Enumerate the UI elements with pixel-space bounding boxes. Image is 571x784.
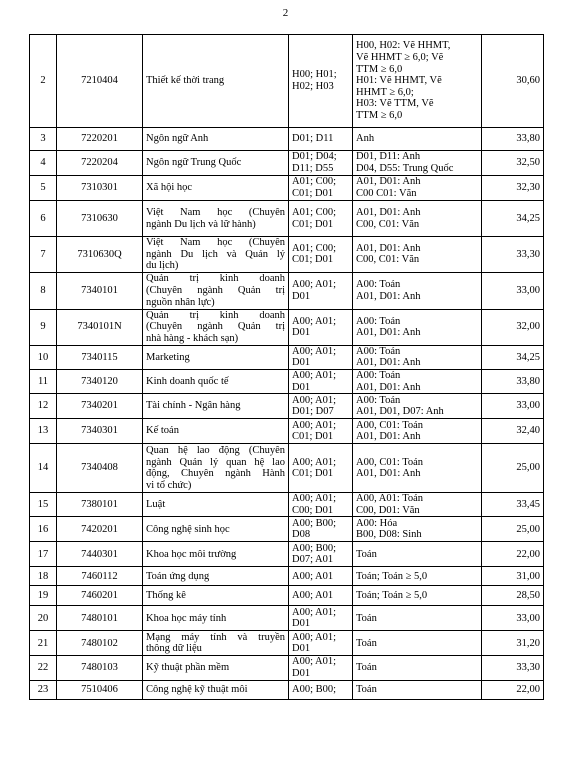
major-name-line: Ngôn ngữ Trung Quốc [146, 157, 242, 169]
row-number-cell: 4 [30, 151, 57, 176]
subject-groups-line: A00; A01; [292, 394, 337, 406]
cutoff-score-cell: 34,25 [482, 345, 544, 369]
major-name-cell [143, 128, 289, 151]
tiebreak-criteria-cell [353, 656, 482, 680]
cutoff-score-cell: 30,60 [482, 35, 544, 128]
cutoff-score-cell: 33,80 [482, 128, 544, 151]
tiebreak-criteria-cell [353, 151, 482, 176]
row-number-cell: 12 [30, 394, 57, 419]
major-code-cell: 7380101 [57, 493, 143, 517]
major-code-cell: 7480102 [57, 631, 143, 656]
major-code-cell: 7310630Q [57, 237, 143, 273]
row-number-cell: 17 [30, 542, 57, 567]
subject-groups-cell [289, 419, 353, 444]
tiebreak-criteria-cell [353, 272, 482, 309]
tiebreak-criteria-cell [353, 419, 482, 444]
row-number-cell: 22 [30, 656, 57, 680]
major-name-line: Marketing [146, 351, 190, 363]
criteria-line: C00, C01: Văn [356, 254, 420, 266]
subject-groups-cell [289, 631, 353, 656]
subject-groups-line: A00; A01 [292, 590, 334, 602]
major-code-cell: 7340115 [57, 345, 143, 369]
row-number-cell: 11 [30, 369, 57, 393]
major-code-cell: 7480101 [57, 606, 143, 631]
cutoff-score-cell: 33,45 [482, 493, 544, 517]
major-name-line: Thống kê [146, 590, 186, 602]
tiebreak-criteria-cell [353, 237, 482, 273]
criteria-line: HHMT ≥ 6,0; [356, 86, 414, 98]
criteria-line: Toán [356, 612, 377, 624]
cutoff-score-cell: 33,00 [482, 272, 544, 309]
major-name-line: Khoa học máy tính [146, 612, 227, 624]
table-row [30, 631, 544, 656]
major-name-line: vi tổ chức) [146, 479, 192, 491]
criteria-line: A01, D01: Anh [356, 327, 421, 339]
tiebreak-criteria-cell [353, 201, 482, 237]
cutoff-score-cell: 33,80 [482, 369, 544, 393]
subject-groups-cell [289, 201, 353, 237]
table-row [30, 272, 544, 309]
subject-groups-line: A00; A01; [292, 279, 337, 291]
table-row [30, 201, 544, 237]
subject-groups-line: A00; A01; [292, 493, 337, 505]
table-row [30, 419, 544, 444]
table-row [30, 309, 544, 345]
tiebreak-criteria-cell [353, 176, 482, 201]
subject-groups-cell [289, 444, 353, 493]
subject-groups-cell [289, 309, 353, 345]
subject-groups-line: D11; D55 [292, 163, 334, 174]
criteria-line: C00, C01: Văn [356, 218, 420, 230]
cutoff-score-cell: 33,30 [482, 656, 544, 680]
criteria-line: Toán; Toán ≥ 5,0 [356, 570, 428, 582]
major-name-cell [143, 394, 289, 419]
major-name-cell [143, 151, 289, 176]
table-row [30, 493, 544, 517]
cutoff-score-cell: 33,30 [482, 237, 544, 273]
major-code-cell: 7220201 [57, 128, 143, 151]
major-name-line: Xã hội học [146, 182, 193, 194]
table-row [30, 680, 544, 699]
major-name-line: Mạng máy tính và truyền [146, 631, 285, 643]
major-name-line: Ngôn ngữ Anh [146, 133, 209, 145]
major-name-line: ngành Quản lý quan hệ lao [146, 456, 285, 468]
subject-groups-cell [289, 394, 353, 419]
subject-groups-cell [289, 35, 353, 128]
tiebreak-criteria-cell [353, 369, 482, 393]
criteria-line: A00, C01: Toán [356, 419, 424, 431]
major-name-line: Việt Nam học (Chuyên [146, 206, 285, 218]
major-name-line: Kỹ thuật phần mềm [146, 662, 230, 674]
criteria-line: A00: Hóa [356, 517, 398, 529]
row-number-cell: 21 [30, 631, 57, 656]
table-row [30, 128, 544, 151]
subject-groups-line: A00; A01; [292, 345, 337, 357]
subject-groups-line: A00; A01; [292, 369, 337, 381]
major-name-cell [143, 656, 289, 680]
subject-groups-cell [289, 493, 353, 517]
subject-groups-line: D01 [292, 643, 311, 655]
cutoff-score-cell: 31,20 [482, 631, 544, 656]
row-number-cell: 9 [30, 309, 57, 345]
subject-groups-line: C01; D01 [292, 431, 334, 443]
major-code-cell: 7440301 [57, 542, 143, 567]
major-name-cell [143, 680, 289, 699]
criteria-line: A01, D01: Anh [356, 431, 421, 443]
criteria-line: A00: Toán [356, 394, 401, 406]
subject-groups-line: D01 [292, 290, 311, 302]
criteria-line: C00 C01: Văn [356, 188, 417, 199]
major-name-line: Công nghệ kỹ thuật môi [146, 683, 248, 695]
major-code-cell: 7210404 [57, 35, 143, 128]
subject-groups-cell [289, 680, 353, 699]
subject-groups-line: D07; A01 [292, 554, 334, 566]
subject-groups-line: A01; C00; [292, 176, 337, 188]
major-name-line: Việt Nam học (Chuyên [146, 237, 285, 248]
major-name-cell [143, 35, 289, 128]
subject-groups-cell [289, 151, 353, 176]
row-number-cell: 5 [30, 176, 57, 201]
major-name-cell [143, 272, 289, 309]
tiebreak-criteria-cell [353, 345, 482, 369]
major-code-cell: 7480103 [57, 656, 143, 680]
major-code-cell: 7460112 [57, 567, 143, 586]
major-name-cell [143, 606, 289, 631]
row-number-cell: 2 [30, 35, 57, 128]
major-name-cell [143, 631, 289, 656]
tiebreak-criteria-cell [353, 631, 482, 656]
subject-groups-line: D01 [292, 357, 311, 369]
major-name-line: Kế toán [146, 425, 179, 437]
subject-groups-line: D01 [292, 667, 311, 679]
major-name-line: Quản trị kinh doanh [146, 273, 285, 285]
major-name-line: Quan hệ lao động (Chuyên [146, 444, 285, 456]
major-name-cell [143, 444, 289, 493]
subject-groups-line: A00; B00; [292, 542, 337, 554]
criteria-line: Toán [356, 637, 377, 649]
major-name-line: Toán ứng dụng [146, 570, 210, 582]
major-name-cell [143, 369, 289, 393]
criteria-line: D04, D55: Trung Quốc [356, 163, 454, 174]
criteria-line: Vẽ HHMT ≥ 6,0; Vẽ [356, 52, 444, 64]
major-name-line: ngành Du lịch và Quản lý [146, 248, 285, 260]
major-code-cell: 7340201 [57, 394, 143, 419]
subject-groups-line: A00; A01; [292, 606, 337, 618]
subject-groups-line: C01; D01 [292, 468, 334, 480]
subject-groups-line: A00; A01; [292, 631, 337, 643]
subject-groups-cell [289, 369, 353, 393]
major-name-line: ngành Du lịch và lữ hành) [146, 218, 256, 230]
row-number-cell: 13 [30, 419, 57, 444]
subject-groups-cell [289, 272, 353, 309]
major-code-cell: 7510406 [57, 680, 143, 699]
row-number-cell: 23 [30, 680, 57, 699]
major-name-line: (Chuyên ngành Quản trị [146, 321, 285, 333]
subject-groups-line: D01 [292, 618, 311, 630]
major-name-cell [143, 586, 289, 606]
major-name-cell [143, 517, 289, 542]
cutoff-score-cell: 34,25 [482, 201, 544, 237]
criteria-line: A00, A01: Toán [356, 493, 424, 505]
subject-groups-line: A00; A01; [292, 656, 337, 668]
major-name-line: Công nghệ sinh học [146, 523, 230, 535]
cutoff-score-cell: 33,00 [482, 394, 544, 419]
major-name-line: Quản trị kinh doanh [146, 309, 285, 321]
table-row [30, 567, 544, 586]
major-name-line: (Chuyên ngành Quản trị [146, 284, 285, 296]
subject-groups-line: A00; B00; [292, 517, 337, 529]
major-name-line: Thiết kế thời trang [146, 75, 225, 87]
major-name-cell [143, 419, 289, 444]
subject-groups-line: C01; D01 [292, 254, 334, 266]
subject-groups-cell [289, 656, 353, 680]
table-row [30, 35, 544, 128]
major-name-cell [143, 309, 289, 345]
major-name-cell [143, 201, 289, 237]
subject-groups-line: C00; D01 [292, 504, 334, 516]
tiebreak-criteria-cell [353, 517, 482, 542]
major-code-cell: 7310630 [57, 201, 143, 237]
subject-groups-line: A00; B00; [292, 683, 337, 695]
subject-groups-line: A00; A01 [292, 570, 334, 582]
major-name-line: Luật [146, 498, 166, 510]
tiebreak-criteria-cell [353, 35, 482, 128]
admission-score-table [29, 34, 544, 700]
table-row [30, 656, 544, 680]
major-name-cell [143, 493, 289, 517]
subject-groups-line: D08 [292, 529, 311, 541]
major-name-line: Khoa học môi trường [146, 548, 237, 560]
table-row [30, 369, 544, 393]
table-row [30, 444, 544, 493]
row-number-cell: 20 [30, 606, 57, 631]
page-number: 2 [282, 7, 289, 19]
cutoff-score-cell: 32,30 [482, 176, 544, 201]
criteria-line: C00, D01: Văn [356, 504, 420, 516]
subject-groups-line: C01; D01 [292, 188, 334, 199]
major-name-cell [143, 542, 289, 567]
criteria-line: H00, H02: Vẽ HHMT, [356, 40, 451, 52]
major-name-line: du lịch) [146, 260, 179, 272]
cutoff-score-cell: 32,40 [482, 419, 544, 444]
subject-groups-cell [289, 586, 353, 606]
subject-groups-line: A00; A01; [292, 456, 337, 468]
subject-groups-cell [289, 128, 353, 151]
criteria-line: Toán [356, 683, 377, 695]
subject-groups-line: H02; H03 [292, 81, 334, 92]
major-code-cell: 7460201 [57, 586, 143, 606]
major-name-cell [143, 345, 289, 369]
criteria-line: A01, D01: Anh [356, 381, 421, 393]
row-number-cell: 3 [30, 128, 57, 151]
criteria-line: A01, D01: Anh [356, 290, 421, 302]
criteria-line: A01, D01: Anh [356, 242, 421, 254]
criteria-line: Toán [356, 548, 377, 560]
cutoff-score-cell: 25,00 [482, 517, 544, 542]
subject-groups-line: C01; D01 [292, 218, 334, 230]
subject-groups-line: A00; A01; [292, 419, 337, 431]
criteria-line: D01, D11: Anh [356, 151, 421, 163]
subject-groups-line: H00; H01; [292, 69, 337, 81]
major-name-cell [143, 176, 289, 201]
major-code-cell: 7420201 [57, 517, 143, 542]
subject-groups-line: D01; D04; [292, 151, 337, 163]
major-name-line: nhà hàng - khách sạn) [146, 333, 239, 345]
row-number-cell: 14 [30, 444, 57, 493]
criteria-line: A00: Toán [356, 369, 401, 381]
tiebreak-criteria-cell [353, 444, 482, 493]
row-number-cell: 8 [30, 272, 57, 309]
row-number-cell: 7 [30, 237, 57, 273]
major-name-cell [143, 567, 289, 586]
major-name-line: động, Chuyên ngành Hành [146, 468, 285, 480]
major-name-line: Tài chính - Ngân hàng [146, 400, 241, 412]
subject-groups-cell [289, 517, 353, 542]
tiebreak-criteria-cell [353, 493, 482, 517]
tiebreak-criteria-cell [353, 606, 482, 631]
major-code-cell: 7340101 [57, 272, 143, 309]
major-code-cell: 7340408 [57, 444, 143, 493]
table-row [30, 237, 544, 273]
criteria-line: A00: Toán [356, 279, 401, 291]
cutoff-score-cell: 31,00 [482, 567, 544, 586]
tiebreak-criteria-cell [353, 309, 482, 345]
major-name-line: thông dữ liệu [146, 643, 202, 655]
subject-groups-cell [289, 567, 353, 586]
subject-groups-line: D01 [292, 381, 311, 393]
table-row [30, 176, 544, 201]
subject-groups-line: A01; C00; [292, 242, 337, 254]
criteria-line: Toán [356, 662, 377, 674]
cutoff-score-cell: 32,00 [482, 309, 544, 345]
criteria-line: A01, D01: Anh [356, 176, 421, 188]
major-name-line: nguồn nhân lực) [146, 296, 215, 308]
tiebreak-criteria-cell [353, 586, 482, 606]
subject-groups-line: A01; C00; [292, 206, 337, 218]
subject-groups-line: D01; D11 [292, 133, 334, 145]
criteria-line: A00, C01: Toán [356, 456, 424, 468]
major-name-line: Kinh doanh quốc tế [146, 375, 229, 387]
tiebreak-criteria-cell [353, 128, 482, 151]
subject-groups-cell [289, 606, 353, 631]
major-code-cell: 7340101N [57, 309, 143, 345]
criteria-line: A00: Toán [356, 345, 401, 357]
row-number-cell: 19 [30, 586, 57, 606]
table-row [30, 542, 544, 567]
cutoff-score-cell: 25,00 [482, 444, 544, 493]
cutoff-score-cell: 22,00 [482, 542, 544, 567]
table-row [30, 606, 544, 631]
tiebreak-criteria-cell [353, 680, 482, 699]
row-number-cell: 16 [30, 517, 57, 542]
tiebreak-criteria-cell [353, 542, 482, 567]
major-code-cell: 7340120 [57, 369, 143, 393]
criteria-line: Anh [356, 133, 375, 145]
tiebreak-criteria-cell [353, 567, 482, 586]
criteria-line: A00: Toán [356, 315, 401, 327]
row-number-cell: 15 [30, 493, 57, 517]
table-row [30, 586, 544, 606]
tiebreak-criteria-cell [353, 394, 482, 419]
table-row [30, 394, 544, 419]
cutoff-score-cell: 28,50 [482, 586, 544, 606]
table-row [30, 517, 544, 542]
row-number-cell: 18 [30, 567, 57, 586]
subject-groups-line: D01 [292, 327, 311, 339]
criteria-line: TTM ≥ 6,0 [356, 63, 403, 75]
table-row [30, 151, 544, 176]
criteria-line: TTM ≥ 6,0 [356, 109, 403, 121]
row-number-cell: 6 [30, 201, 57, 237]
subject-groups-cell [289, 542, 353, 567]
major-code-cell: 7340301 [57, 419, 143, 444]
subject-groups-line: D01; D07 [292, 406, 334, 418]
major-code-cell: 7310301 [57, 176, 143, 201]
cutoff-score-cell: 32,50 [482, 151, 544, 176]
cutoff-score-cell: 33,00 [482, 606, 544, 631]
cutoff-score-cell: 22,00 [482, 680, 544, 699]
criteria-line: B00, D08: Sinh [356, 529, 422, 541]
subject-groups-cell [289, 176, 353, 201]
row-number-cell: 10 [30, 345, 57, 369]
subject-groups-line: A00; A01; [292, 315, 337, 327]
criteria-line: H03: Vẽ TTM, Vẽ [356, 98, 434, 110]
criteria-line: A01, D01: Anh [356, 206, 421, 218]
criteria-line: A01, D01: Anh [356, 468, 421, 480]
table-row [30, 345, 544, 369]
major-code-cell: 7220204 [57, 151, 143, 176]
criteria-line: A01, D01, D07: Anh [356, 406, 444, 418]
subject-groups-cell [289, 345, 353, 369]
criteria-line: A01, D01: Anh [356, 357, 421, 369]
criteria-line: Toán; Toán ≥ 5,0 [356, 590, 428, 602]
major-name-cell [143, 237, 289, 273]
criteria-line: H01: Vẽ HHMT, Vẽ [356, 75, 442, 87]
subject-groups-cell [289, 237, 353, 273]
